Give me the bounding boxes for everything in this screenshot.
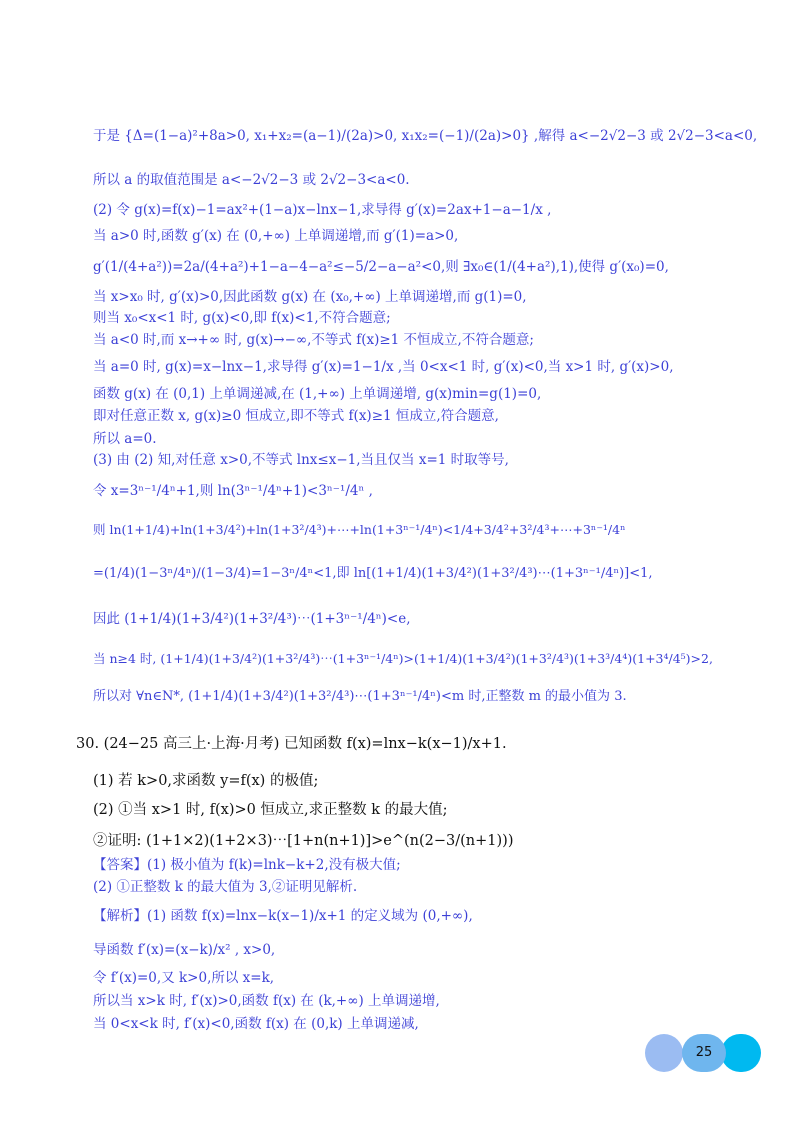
solution-line: 所以对 ∀n∈N*, (1+1/4)(1+3/4²)(1+3²/4³)⋯(1+3ⁿ⁻¹/4ⁿ)<m 时,正整数 m 的最小值为 3. <box>93 689 627 704</box>
analysis-line: 所以当 x>k 时, f′(x)>0,函数 f(x) 在 (k,+∞) 上单调递增, <box>93 993 440 1009</box>
solution-line: 即对任意正数 x, g(x)≥0 恒成立,即不等式 f(x)≥1 恒成立,符合题意, <box>93 408 499 424</box>
solution-line: 当 a<0 时,而 x→+∞ 时, g(x)→−∞,不等式 f(x)≥1 不恒成立,不符合题意; <box>93 332 534 348</box>
answer-line: 【答案】(1) 极小值为 f(k)=lnk−k+2,没有极大值; <box>93 857 401 873</box>
page-badge-left-circle <box>645 1034 683 1072</box>
solution-line: g′(1/(4+a²))=2a/(4+a²)+1−a−4−a²≤−5/2−a−a²<0,则 ∃x₀∈(1/(4+a²),1),使得 g′(x₀)=0, <box>93 259 669 275</box>
problem-part-2: (2) ①当 x>1 时, f(x)>0 恒成立,求正整数 k 的最大值; <box>93 802 448 818</box>
solution-line: 当 n≥4 时, (1+1/4)(1+3/4²)(1+3²/4³)⋯(1+3ⁿ⁻¹/4ⁿ)>(1+1/4)(1+3/4²)(1+3²/4³)(1+3³/4⁴)(1+3⁴/4⁵)>2, <box>93 651 713 666</box>
problem-part-2b: ②证明: (1+1×2)(1+2×3)⋯[1+n(n+1)]>e^(n(2−3/(n+1))) <box>93 833 514 849</box>
page-number: 25 <box>695 1045 713 1060</box>
solution-line: (2) 令 g(x)=f(x)−1=ax²+(1−a)x−lnx−1,求导得 g′(x)=2ax+1−a−1/x , <box>93 202 552 218</box>
solution-line: 因此 (1+1/4)(1+3/4²)(1+3²/4³)⋯(1+3ⁿ⁻¹/4ⁿ)<e, <box>93 611 411 627</box>
analysis-line: 当 0<x<k 时, f′(x)<0,函数 f(x) 在 (0,k) 上单调递减, <box>93 1016 419 1032</box>
analysis-line: 令 f′(x)=0,又 k>0,所以 x=k, <box>93 970 275 986</box>
solution-line: 当 a=0 时, g(x)=x−lnx−1,求导得 g′(x)=1−1/x ,当 0<x<1 时, g′(x)<0,当 x>1 时, g′(x)>0, <box>93 359 674 375</box>
answer-line: (2) ①正整数 k 的最大值为 3,②证明见解析. <box>93 879 358 895</box>
problem-stem: 30. (24−25 高三上·上海·月考) 已知函数 f(x)=lnx−k(x−1)/x+1. <box>76 736 507 752</box>
problem-part-1: (1) 若 k>0,求函数 y=f(x) 的极值; <box>93 773 319 789</box>
page-badge-right-circle <box>721 1034 761 1072</box>
solution-line: 于是 {Δ=(1−a)²+8a>0, x₁+x₂=(a−1)/(2a)>0, x₁x₂=(−1)/(2a)>0} ,解得 a<−2√2−3 或 2√2−3<a<0, <box>93 128 758 144</box>
solution-line: (3) 由 (2) 知,对任意 x>0,不等式 lnx≤x−1,当且仅当 x=1 时取等号, <box>93 452 509 468</box>
solution-line: 所以 a 的取值范围是 a<−2√2−3 或 2√2−3<a<0. <box>93 172 410 188</box>
solution-line: 则 ln(1+1/4)+ln(1+3/4²)+ln(1+3²/4³)+⋯+ln(1+3ⁿ⁻¹/4ⁿ)<1/4+3/4²+3²/4³+⋯+3ⁿ⁻¹/4ⁿ <box>93 522 626 537</box>
solution-line: 当 x>x₀ 时, g′(x)>0,因此函数 g(x) 在 (x₀,+∞) 上单调递增,而 g(1)=0, <box>93 289 527 305</box>
analysis-line: 导函数 f′(x)=(x−k)/x² , x>0, <box>93 942 276 958</box>
analysis-line: 【解析】(1) 函数 f(x)=lnx−k(x−1)/x+1 的定义域为 (0,+∞), <box>93 908 473 924</box>
solution-line: 当 a>0 时,函数 g′(x) 在 (0,+∞) 上单调递增,而 g′(1)=a>0, <box>93 228 459 244</box>
solution-line: 令 x=3ⁿ⁻¹/4ⁿ+1,则 ln(3ⁿ⁻¹/4ⁿ+1)<3ⁿ⁻¹/4ⁿ , <box>93 483 373 499</box>
solution-line: =(1/4)(1−3ⁿ/4ⁿ)/(1−3/4)=1−3ⁿ/4ⁿ<1,即 ln[(1+1/4)(1+3/4²)(1+3²/4³)⋯(1+3ⁿ⁻¹/4ⁿ)]<1, <box>93 566 653 581</box>
solution-line: 函数 g(x) 在 (0,1) 上单调递减,在 (1,+∞) 上单调递增, g(x)min=g(1)=0, <box>93 386 542 402</box>
solution-line: 则当 x₀<x<1 时, g(x)<0,即 f(x)<1,不符合题意; <box>93 310 391 326</box>
solution-line: 所以 a=0. <box>93 431 157 447</box>
